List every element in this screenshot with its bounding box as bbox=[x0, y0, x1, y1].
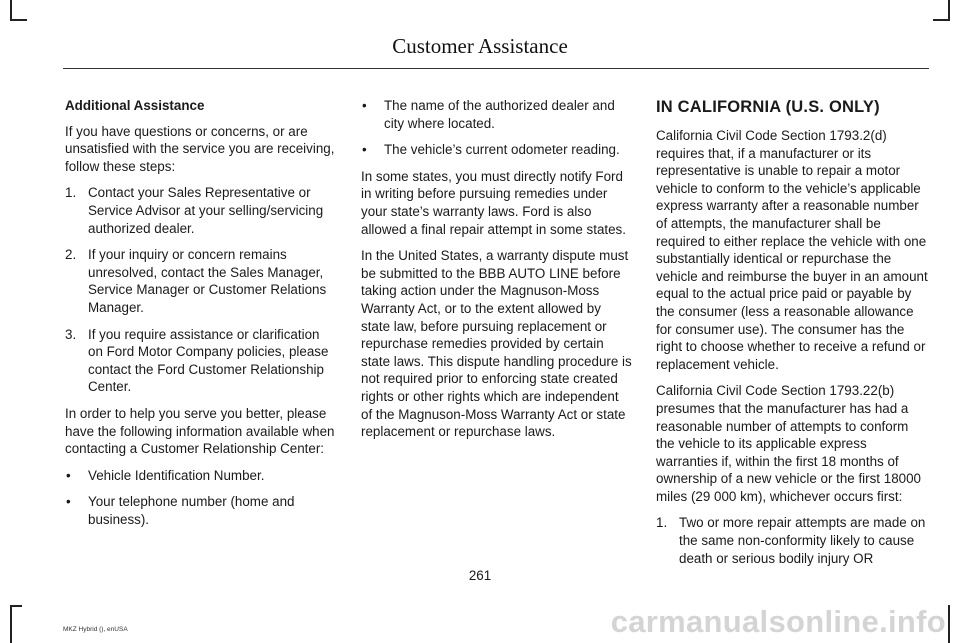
steps-list bbox=[65, 184, 337, 396]
list-item bbox=[65, 326, 337, 396]
help-paragraph: In order to help you serve you better, please have the following information available when contacting a Customer Relationship Center: bbox=[65, 405, 335, 457]
steps-list bbox=[656, 514, 928, 567]
page-title: Customer Assistance bbox=[392, 34, 568, 58]
list-item-text: Vehicle Identification Number. bbox=[88, 467, 265, 483]
intro-paragraph: If you have questions or concerns, or are unsatisfied with the service you are receiving, follow these steps: bbox=[65, 123, 335, 174]
crop-mark-top-right bbox=[933, 19, 950, 21]
list-item-text: The name of the authorized dealer and city where located. bbox=[384, 98, 615, 131]
crop-mark-bottom-left bbox=[10, 605, 12, 643]
header-rule bbox=[63, 68, 929, 69]
california-paragraph-1: California Civil Code Section 1793.2(d) requires that, if a manufacturer or its representative is unable to repair a motor vehicle to conform to the vehicle’s applicable express warranty after a reasonable number of attempts, the manufacturer shall be required to either replace the vehicle with one substantially identical or repurchase the vehicle and reimburse the buyer in an amount equal to the actual price paid or payable by the consumer (less a reasonable allowance for consumer use). The consumer has the right to choose whether to receive a refund or replacement vehicle. bbox=[656, 128, 928, 372]
crop-mark-top-left bbox=[10, 0, 12, 20]
bullet-list bbox=[361, 97, 633, 159]
list-item bbox=[361, 141, 633, 159]
list-item bbox=[65, 246, 337, 316]
list-item bbox=[361, 97, 633, 132]
list-item bbox=[65, 467, 337, 485]
list-number: 2. bbox=[65, 247, 77, 263]
list-number: 1. bbox=[65, 185, 77, 201]
list-number: 1. bbox=[656, 515, 668, 531]
page-number: 261 bbox=[468, 568, 492, 583]
section-heading: IN CALIFORNIA (U.S. ONLY) bbox=[656, 98, 880, 116]
california-paragraph-2: California Civil Code Section 1793.22(b) presumes that the manufacturer has had a reasonable number of attempts to conform the vehicle to its applicable express warranties if, within the first 18 months of ownership of a new vehicle or the first 18000 miles (29 000 km), whichever occurs first: bbox=[656, 383, 921, 504]
footer-text: MKZ Hybrid (), enUSA bbox=[63, 626, 128, 633]
list-item bbox=[656, 514, 928, 567]
crop-mark-top-left bbox=[10, 19, 27, 21]
list-item-text: Two or more repair attempts are made on the same non-conformity likely to cause death or serious bodily injury OR bbox=[679, 515, 926, 566]
subheading: Additional Assistance bbox=[65, 98, 205, 113]
notify-paragraph: In some states, you must directly notify Ford in writing before pursuing remedies under your state’s warranty laws. Ford is also allowed a final repair attempt in some states. bbox=[361, 168, 626, 237]
column-3 bbox=[656, 97, 928, 576]
list-item bbox=[65, 184, 337, 237]
dispute-paragraph: In the United States, a warranty dispute must be submitted to the BBB AUTO LINE before taking action under the Magnuson-Moss Warranty Act, or to the extent allowed by state law, before pursuing replacement or repurchase remedies provided by certain state laws. This dispute handling procedure is not required prior to enforcing state created rights or other rights which are independent of the Magnuson-Moss Warranty Act or state replacement or repurchase laws. bbox=[361, 248, 632, 440]
crop-mark-bottom-left bbox=[10, 605, 22, 607]
bullet-list bbox=[65, 467, 337, 529]
bullet-icon: • bbox=[362, 142, 367, 158]
bullet-icon: • bbox=[362, 98, 367, 113]
list-item-text: Your telephone number (home and business). bbox=[88, 494, 295, 527]
list-item-text: The vehicle’s current odometer reading. bbox=[384, 142, 620, 158]
watermark: carmanualsonline.info bbox=[610, 604, 946, 639]
bullet-icon: • bbox=[66, 467, 71, 483]
list-item-text: Contact your Sales Representative or Service Advisor at your selling/servicing authorized dealer. bbox=[88, 185, 324, 236]
column-1 bbox=[65, 97, 337, 537]
crop-mark-bottom-right bbox=[948, 605, 950, 643]
column-2 bbox=[361, 97, 633, 450]
bullet-icon: • bbox=[66, 494, 71, 510]
list-item bbox=[65, 493, 337, 528]
list-item-text: If you require assistance or clarification on Ford Motor Company policies, please contact the Ford Customer Relationship Center. bbox=[88, 326, 329, 395]
crop-mark-top-right bbox=[948, 0, 950, 20]
list-item-text: If your inquiry or concern remains unresolved, contact the Sales Manager, Service Manager or Customer Relations Manager. bbox=[88, 247, 327, 315]
list-number: 3. bbox=[65, 326, 77, 342]
